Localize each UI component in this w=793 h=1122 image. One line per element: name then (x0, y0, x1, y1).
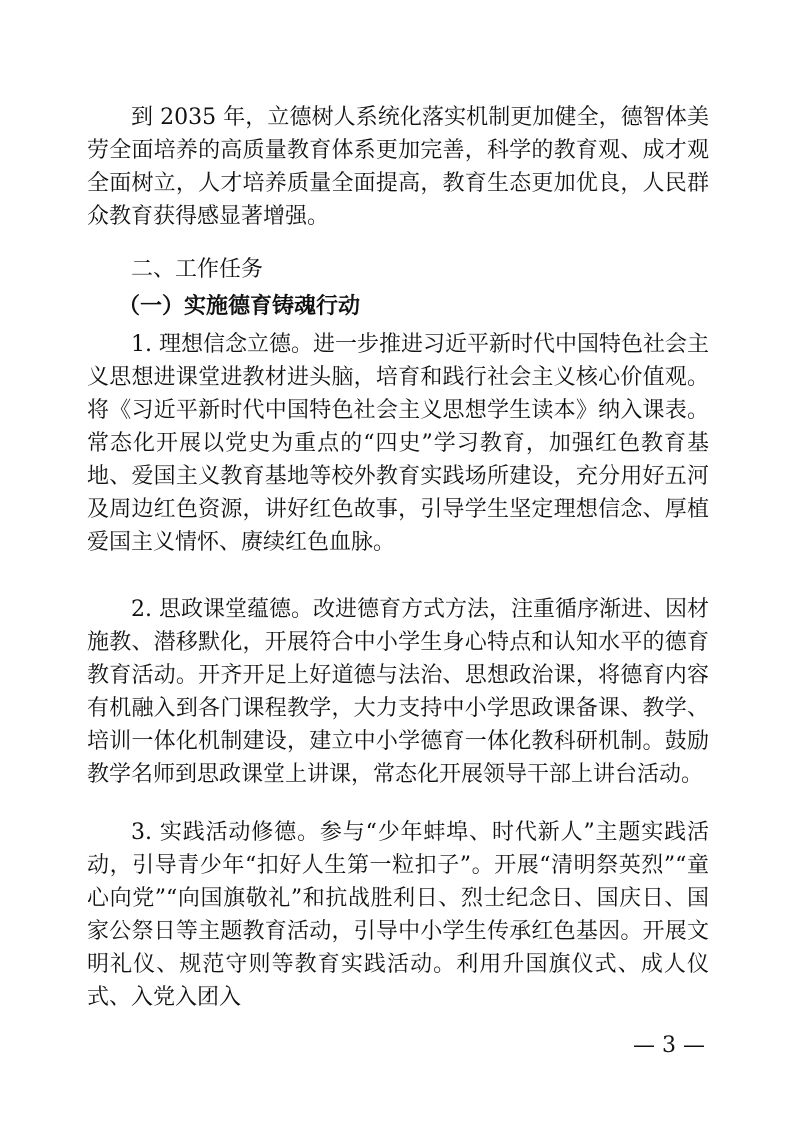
paragraph-item-3: 3. 实践活动修德。参与“少年蚌埠、时代新人”主题实践活动，引导青少年“扣好人生第一粒扣子”。开展“清明祭英烈”“童心向党”“向国旗敬礼”和抗战胜利日、烈士纪念日、国庆日、国家公祭日等主题教育活动，引导中小学生传承红色基因。开展文明礼仪、规范守则等教育实践活动。利用升国旗仪式、成人仪式、入党入团入 (87, 820, 709, 1010)
paragraph-item-2: 2. 思政课堂蕴德。改进德育方式方法，注重循序渐进、因材施教、潜移默化，开展符合中小学生身心特点和认知水平的德育教育活动。开齐开足上好道德与法治、思想政治课，将德育内容有机融入到各门课程教学，大力支持中小学思政课备课、教学、培训一体化机制建设，建立中小学德育一体化教科研机制。鼓励教学名师到思政课堂上讲课，常态化开展领导干部上讲台活动。 (87, 597, 709, 787)
paragraph-2035-goal: 到 2035 年，立德树人系统化落实机制更加健全，德智体美劳全面培养的高质量教育体系更加完善，科学的教育观、成才观全面树立，人才培养质量全面提高，教育生态更加优良，人民群众教育获得感显著增强。 (87, 105, 709, 229)
paragraph-item-1: 1. 理想信念立德。进一步推进习近平新时代中国特色社会主义思想进课堂进教材进头脑，培育和践行社会主义核心价值观。将《习近平新时代中国特色社会主义思想学生读本》纳入课表。常态化开展以党史为重点的“四史”学习教育，加强红色教育基地、爱国主义教育基地等校外教育实践场所建设，充分用好五河及周边红色资源，讲好红色故事，引导学生坚定理想信念、厚植爱国主义情怀、赓续红色血脉。 (87, 332, 709, 555)
section-heading: 二、工作任务 (131, 257, 264, 282)
page-number: — 3 — (633, 1033, 705, 1058)
subsection-heading: （一）实施德育铸魂行动 (118, 293, 361, 319)
